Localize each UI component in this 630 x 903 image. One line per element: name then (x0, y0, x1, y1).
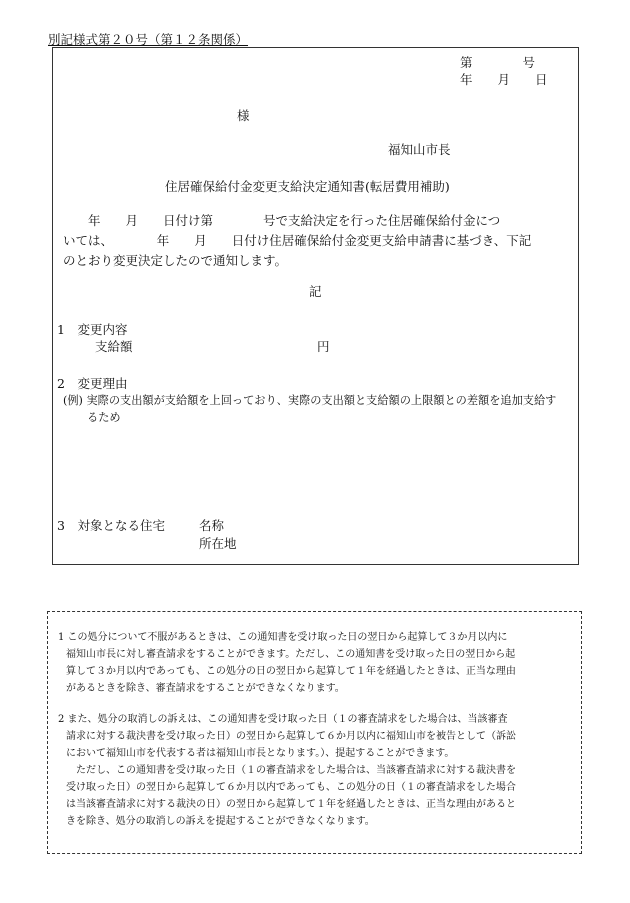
notice-form (52, 47, 579, 565)
notice-line: において福知山市を代表する者は福知山市長となります。）、提起することができます。 (66, 748, 455, 759)
body-line: いては、 年 月 日付け住居確保給付金変更支給申請書に基づき、下記 (63, 233, 532, 248)
amount-unit: 円 (317, 339, 330, 354)
ki-heading: 記 (309, 284, 322, 299)
item2-heading: 2 変更理由 (57, 376, 128, 391)
item1-heading: 1 変更内容 (57, 322, 128, 337)
notice-line: 2 また、処分の取消しの訴えは、この通知書を受け取った日（１の審査請求をした場合は、当該審査 (58, 714, 508, 725)
notice-line: ただし、この通知書を受け取った日（１の審査請求をした場合は、当該審査請求に対する裁決書を (76, 765, 516, 776)
housing-address-label: 所在地 (199, 536, 237, 551)
reason-example-line: (例) 実際の支出額が支給額を上回っており、実際の支出額と支給額の上限額との差額を追加支給す (63, 394, 557, 407)
addressee-suffix: 様 (237, 108, 250, 123)
appeal-notice-box (47, 611, 582, 854)
notice-line: があるときを除き、審査請求をすることができなくなります。 (66, 683, 345, 694)
notice-line: 受け取った日）の翌日から起算して６か月以内であっても、この処分の日（１の審査請求をした場合 (66, 782, 516, 793)
body-line: 年 月 日付け第 号で支給決定を行った住居確保給付金につ (63, 213, 501, 228)
document-date: 年 月 日 (460, 72, 548, 87)
notice-line: 福知山市長に対し審査請求をすることができます。ただし、この通知書を受け取った日の翌日から起 (66, 649, 516, 660)
body-line: のとおり変更決定したので通知します。 (63, 253, 288, 268)
reason-example-line: るため (87, 411, 121, 424)
form-number-label: 別記様式第２０号（第１２条関係） (48, 32, 249, 47)
notice-line: 1 この処分について不服があるときは、この通知書を受け取った日の翌日から起算して３か月以内に (58, 632, 508, 643)
housing-name-label: 名称 (199, 518, 225, 533)
item3-heading: 3 対象となる住宅 (57, 518, 165, 533)
document-number: 第 号 (460, 55, 536, 70)
issuer-name: 福知山市長 (388, 142, 451, 157)
document-title: 住居確保給付金変更支給決定通知書(転居費用補助) (165, 179, 450, 194)
notice-line: きを除き、処分の取消しの訴えを提起することができなくなります。 (66, 816, 375, 827)
notice-line: 請求に対する裁決書を受け取った日）の翌日から起算して６か月以内に福知山市を被告として（訴訟 (66, 731, 516, 742)
notice-line: は当該審査請求に対する裁決の日）の翌日から起算して１年を経過したときは、正当な理由があると (66, 799, 516, 810)
notice-line: 算して３か月以内であっても、この処分の日の翌日から起算して１年を経過したときは、正当な理由 (66, 666, 516, 677)
amount-label: 支給額 (95, 339, 133, 354)
